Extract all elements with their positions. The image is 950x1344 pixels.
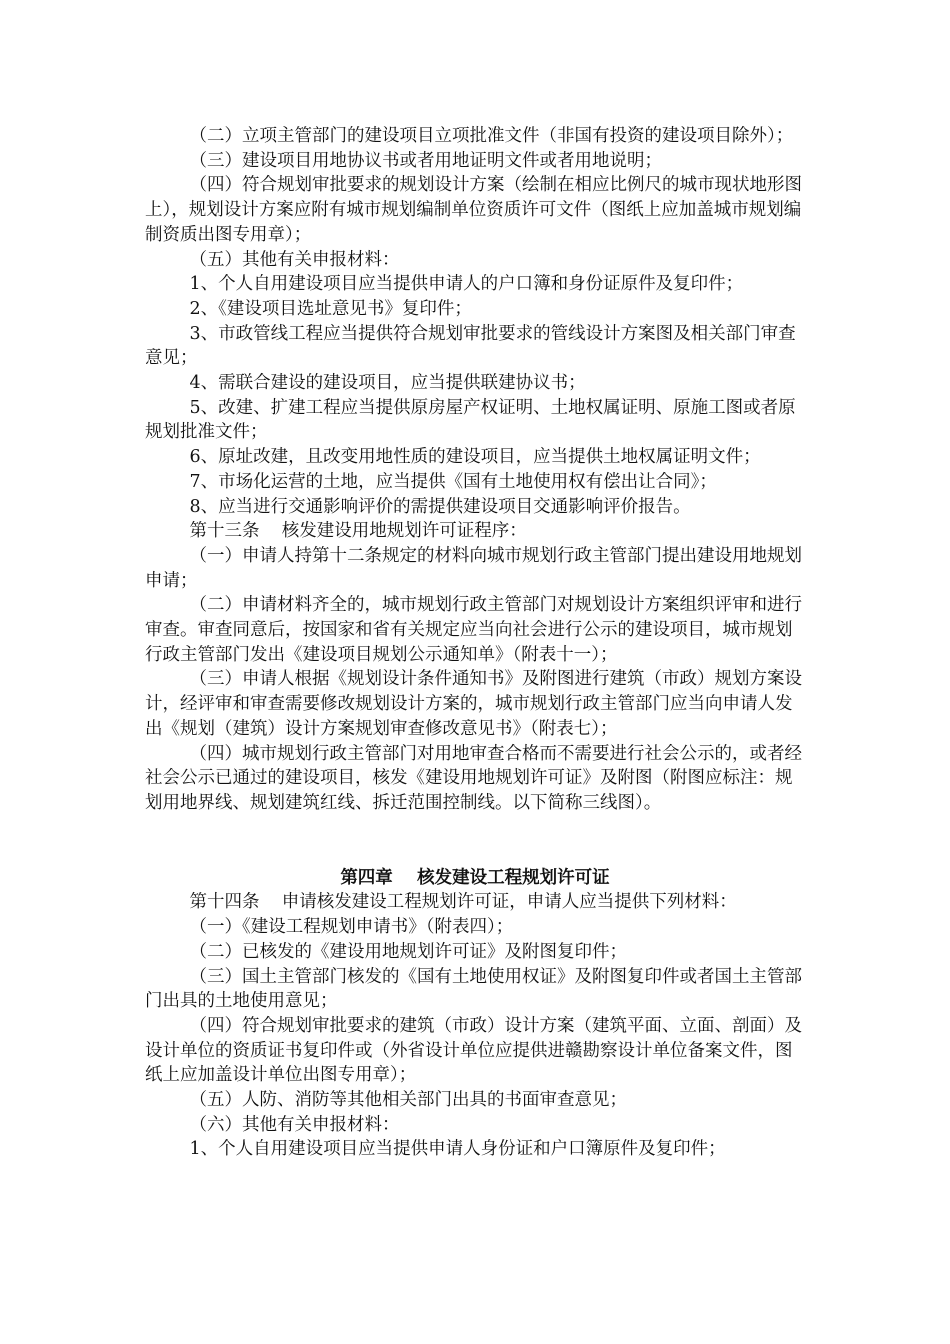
paragraph: （二）已核发的《建设用地规划许可证》及附图复印件； xyxy=(145,941,628,962)
list-item: 1、个人自用建设项目应当提供申请人的户口簿和身份证原件及复印件； xyxy=(145,274,744,295)
list-item: 3、市政管线工程应当提供符合规划审批要求的管线设计方案图及相关部门审查意见； xyxy=(145,323,796,369)
paragraph: （二）申请材料齐全的，城市规划行政主管部门对规划设计方案组织评审和进行审查。审查同意后，按国家和省有关规定应当向社会进行公示的建设项目，城市规划行政主管部门发出《建设项目规划公示通知单》（附表十一）； xyxy=(145,595,803,665)
list-item: 5、改建、扩建工程应当提供原房屋产权证明、土地权属证明、原施工图或者原规划批准文件； xyxy=(145,397,796,443)
paragraph: （一）《建设工程规划申请书》（附表四）； xyxy=(145,917,514,938)
document-page xyxy=(145,124,805,1162)
paragraph: （四）符合规划审批要求的建筑（市政）设计方案（建筑平面、立面、剖面）及设计单位的资质证书复印件或（外省设计单位应提供进赣勘察设计单位备案文件，图纸上应加盖设计单位出图专用章）； xyxy=(145,1015,803,1086)
paragraph: （五）人防、消防等其他相关部门出具的书面审查意见； xyxy=(145,1090,628,1111)
list-item: 1、个人自用建设项目应当提供申请人身份证和户口簿原件及复印件； xyxy=(145,1139,726,1160)
paragraph: （三）国土主管部门核发的《国有土地使用权证》及附图复印件或者国土主管部门出具的土地使用意见； xyxy=(145,966,803,1012)
list-item: 8、应当进行交通影响评价的需提供建设项目交通影响评价报告。 xyxy=(145,496,691,517)
chapter-title: 第四章 核发建设工程规划许可证 xyxy=(340,867,610,888)
paragraph: （三）申请人根据《规划设计条件通知书》及附图进行建筑（市政）规划方案设计，经评审和审查需要修改规划设计方案的，城市规划行政主管部门应当向申请人发出《规划（建筑）设计方案规划审查修改意见书》（附表七）； xyxy=(145,669,803,739)
list-item: 7、市场化运营的土地，应当提供《国有土地使用权有偿出让合同》； xyxy=(145,471,717,492)
article-heading: 第十四条 申请核发建设工程规划许可证，申请人应当提供下列材料： xyxy=(145,892,737,913)
paragraph: （三）建设项目用地协议书或者用地证明文件或者用地说明； xyxy=(145,150,663,171)
paragraph: （四）城市规划行政主管部门对用地审查合格而不需要进行社会公示的，或者经社会公示已通过的建设项目，核发《建设用地规划许可证》及附图（附图应标注：规划用地界线、规划建筑红线、拆迁范围控制线。以下简称三线图）。 xyxy=(145,743,803,813)
list-item: 4、需联合建设的建设项目，应当提供联建协议书； xyxy=(145,373,586,394)
paragraph: （五）其他有关申报材料： xyxy=(145,249,400,270)
list-item: 2、《建设项目选址意见书》复印件； xyxy=(145,298,472,319)
paragraph: （四）符合规划审批要求的规划设计方案（绘制在相应比例尺的城市现状地形图上），规划设计方案应附有城市规划编制单位资质许可文件（图纸上应加盖城市规划编制资质出图专用章）； xyxy=(145,175,803,245)
article-heading: 第十三条 核发建设用地规划许可证程序： xyxy=(145,521,527,542)
list-item: 6、原址改建，且改变用地性质的建设项目，应当提供土地权属证明文件； xyxy=(145,447,761,468)
paragraph: （二）立项主管部门的建设项目立项批准文件（非国有投资的建设项目除外）； xyxy=(145,126,794,146)
paragraph: （六）其他有关申报材料： xyxy=(145,1114,400,1135)
section-spacer xyxy=(145,816,805,866)
paragraph: （一）申请人持第十二条规定的材料向城市规划行政主管部门提出建设用地规划申请； xyxy=(145,545,803,591)
